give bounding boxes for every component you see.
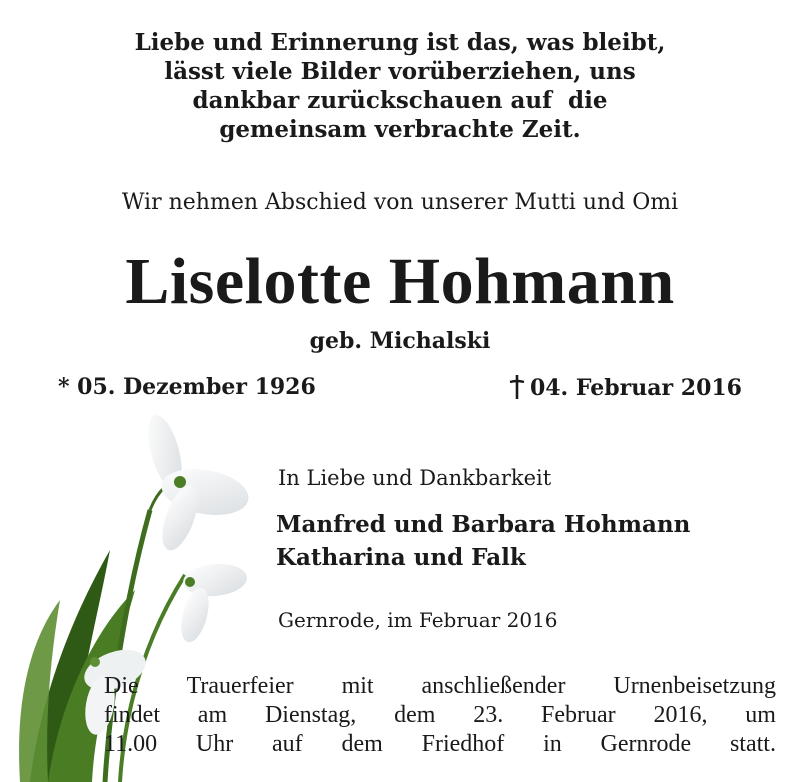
service-word: Trauerfeier	[186, 673, 294, 699]
mourner-line: Katharina und Falk	[276, 544, 526, 571]
death-date	[508, 374, 742, 401]
service-word: dem	[341, 731, 383, 757]
service-word: dem	[394, 702, 436, 728]
service-word: anschließender	[421, 673, 566, 699]
service-word: Februar	[541, 702, 616, 728]
poem-line: dankbar zurückschauen auf die	[192, 87, 608, 114]
place-date: Gernrode, im Februar 2016	[278, 608, 558, 632]
service-word: Uhr	[195, 731, 234, 757]
service-word: um	[745, 702, 776, 728]
service-word: 23.	[473, 702, 504, 728]
birth-date: * 05. Dezember 1926	[58, 374, 316, 400]
service-announcement	[104, 672, 776, 759]
service-word: Dienstag,	[264, 702, 357, 728]
service-word: Die	[104, 673, 139, 699]
service-word: auf	[272, 731, 303, 757]
service-word: am	[197, 702, 228, 728]
farewell-line: Wir nehmen Abschied von unserer Mutti und Omi	[121, 190, 679, 215]
cross-icon	[508, 374, 526, 400]
poem-line: Liebe und Erinnerung ist das, was bleibt,	[134, 29, 666, 56]
service-word: Urnenbeisetzung	[613, 673, 776, 699]
deceased-name: Liselotte Hohmann	[125, 245, 675, 318]
service-word: mit	[341, 673, 374, 699]
mourners	[276, 508, 690, 574]
poem-line: gemeinsam verbrachte Zeit.	[219, 116, 581, 143]
service-word: Friedhof	[421, 731, 505, 757]
maiden-name: geb. Michalski	[309, 328, 491, 354]
service-line	[104, 672, 776, 701]
service-word: 11.00	[104, 731, 158, 757]
service-word: 2016,	[653, 702, 708, 728]
service-word: Gernrode	[600, 731, 692, 757]
mourner-line: Manfred und Barbara Hohmann	[276, 511, 691, 538]
service-word: findet	[104, 702, 160, 728]
poem-line: lässt viele Bilder vorüberziehen, uns	[164, 58, 636, 85]
service-line	[104, 730, 776, 759]
love-line: In Liebe und Dankbarkeit	[278, 466, 552, 490]
service-word: in	[543, 731, 562, 757]
service-line	[104, 701, 776, 730]
poem	[0, 28, 800, 144]
service-word: statt.	[729, 731, 776, 757]
death-date-text: 04. Februar 2016	[529, 375, 742, 401]
